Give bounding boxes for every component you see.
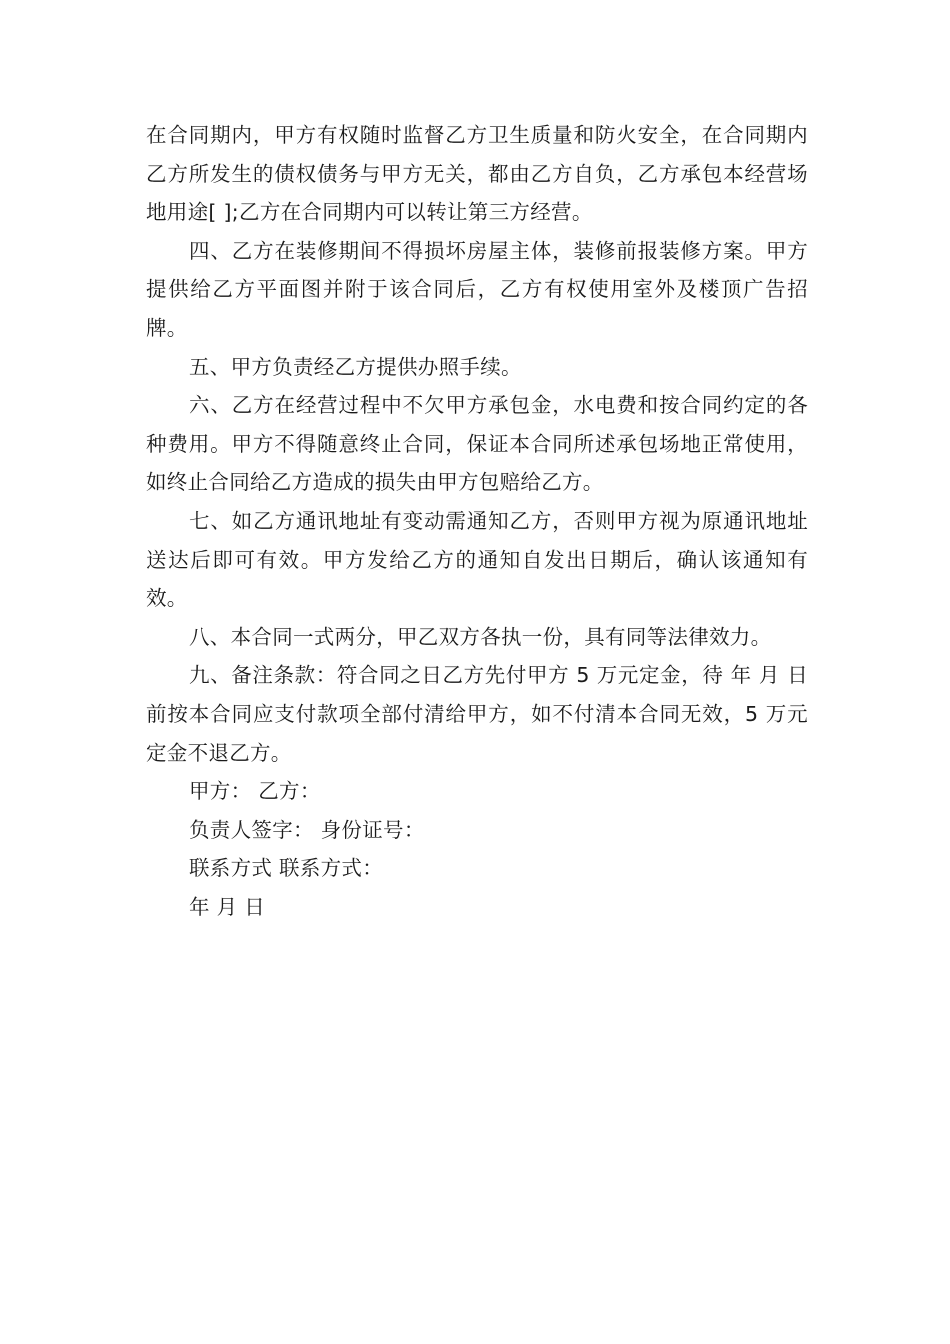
- signature-contact: 联系方式 联系方式：: [189, 856, 384, 881]
- clause-six: 六、乙方在经营过程中不欠甲方承包金，水电费和按合同约定的各种费用。甲方不得随意终止合同，保证本合同所述承包场地正常使用，如终止合同给乙方造成的损失由甲方包赔给乙方。: [146, 393, 808, 495]
- clause-nine: 九、备注条款：符合同之日乙方先付甲方 5 万元定金，待 年 月 日前按本合同应支付款项全部付清给甲方，如不付清本合同无效，5 万元定金不退乙方。: [146, 663, 808, 765]
- signature-parties: 甲方： 乙方：: [189, 779, 321, 804]
- document-body: [146, 116, 808, 926]
- signature-signer: 负责人签字： 身份证号：: [189, 817, 425, 842]
- clause-eight: 八、本合同一式两分，甲乙双方各执一份，具有同等法律效力。: [189, 624, 772, 649]
- clause-continued: 在合同期内，甲方有权随时监督乙方卫生质量和防火安全，在合同期内乙方所发生的债权债务与甲方无关，都由乙方自负，乙方承包本经营场地用途[ ];乙方在合同期内可以转让第三方经营。: [146, 123, 808, 225]
- clause-four: 四、乙方在装修期间不得损坏房屋主体，装修前报装修方案。甲方提供给乙方平面图并附于该合同后，乙方有权使用室外及楼顶广告招牌。: [146, 238, 808, 340]
- clause-seven: 七、如乙方通讯地址有变动需通知乙方，否则甲方视为原通讯地址送达后即可有效。甲方发给乙方的通知自发出日期后，确认该通知有效。: [146, 508, 808, 611]
- signature-date: 年 月 日: [189, 894, 266, 919]
- clause-five: 五、甲方负责经乙方提供办照手续。: [189, 354, 522, 379]
